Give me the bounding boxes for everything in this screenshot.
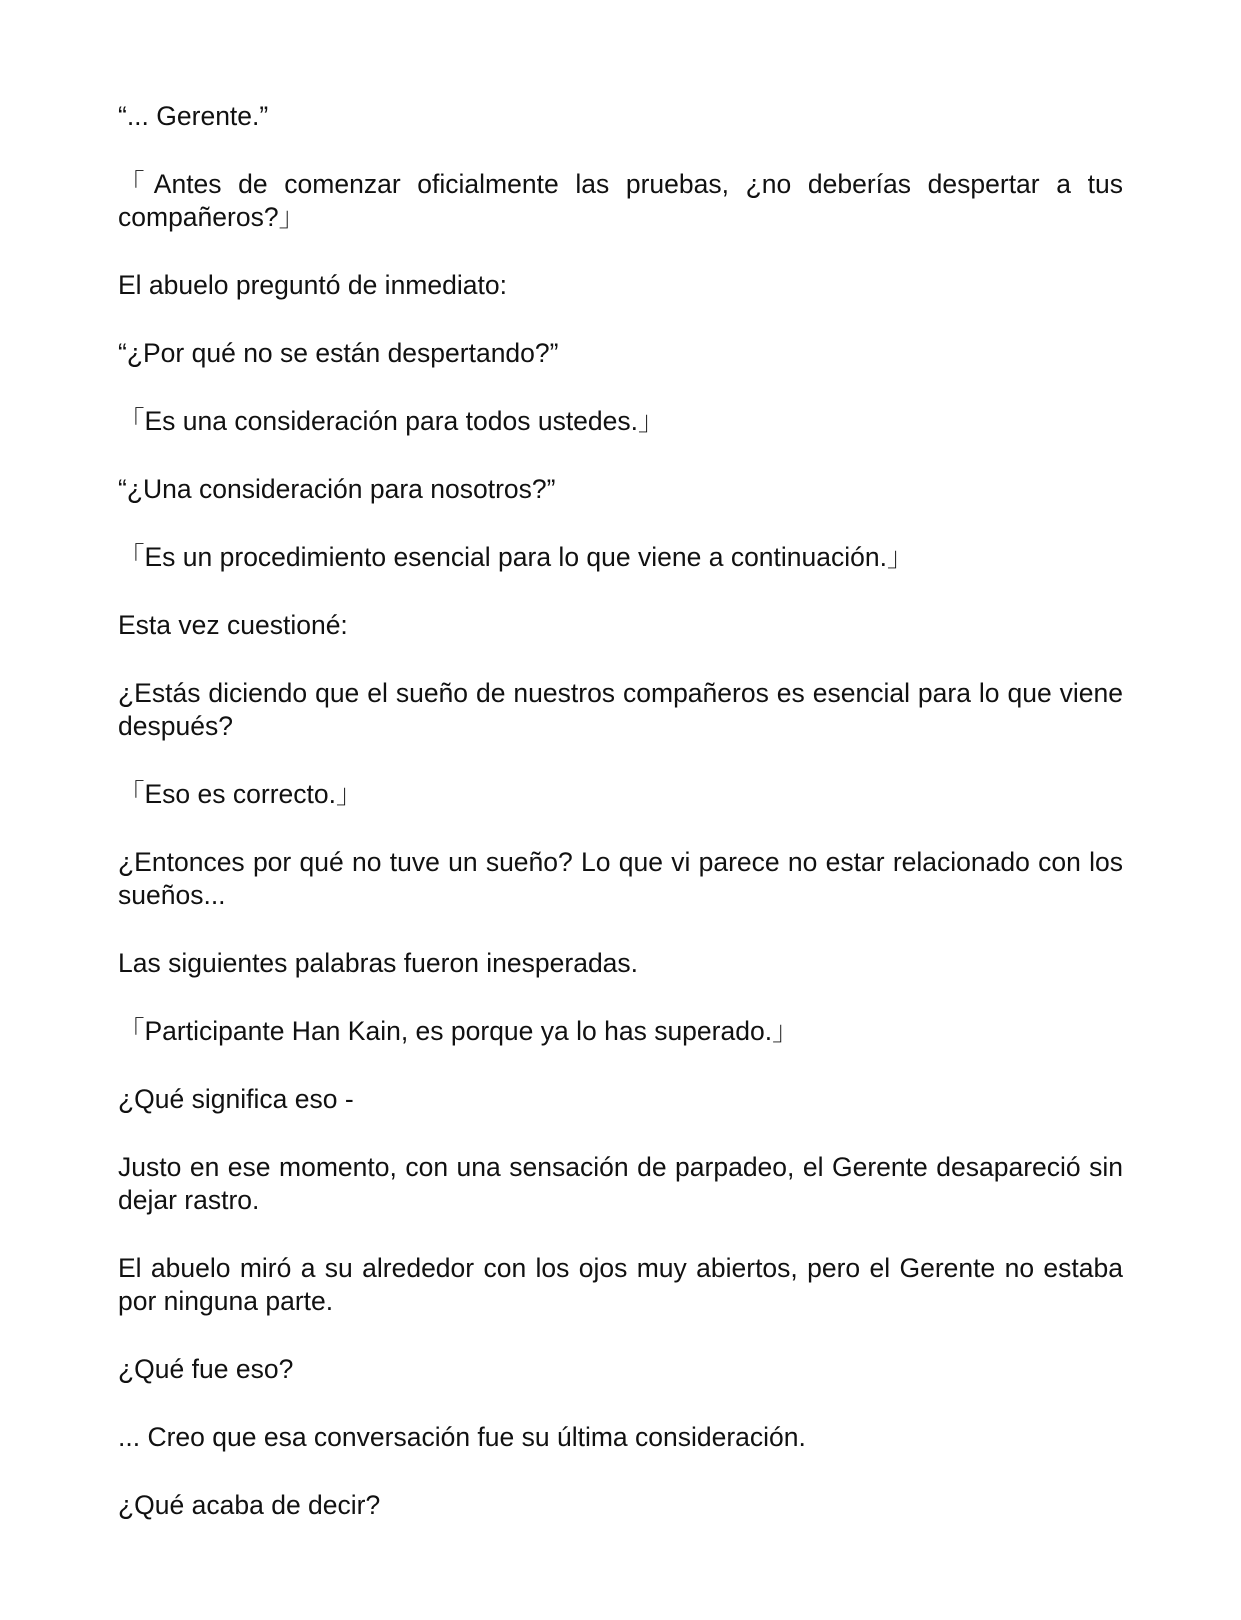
paragraph-dialogue: “¿Una consideración para nosotros?”	[118, 474, 556, 504]
paragraph-thought: ¿Qué fue eso?	[118, 1354, 294, 1384]
paragraph-system-message: 「Eso es correcto.」	[118, 779, 363, 809]
paragraph-narration: Justo en ese momento, con una sensación de parpadeo, el Gerente desapareció sin dejar rastro.	[118, 1152, 1123, 1215]
paragraph-narration: El abuelo miró a su alrededor con los ojos muy abiertos, pero el Gerente no estaba por ninguna parte.	[118, 1253, 1123, 1316]
paragraph-thought: ¿Qué acaba de decir?	[118, 1490, 381, 1520]
paragraph-narration: Las siguientes palabras fueron inesperadas.	[118, 948, 639, 978]
paragraph-system-message: 「Participante Han Kain, es porque ya lo has superado.」	[118, 1016, 799, 1046]
paragraph-system-message: 「Es un procedimiento esencial para lo que viene a continuación.」	[118, 542, 914, 572]
paragraph-narration: ... Creo que esa conversación fue su última consideración.	[118, 1422, 806, 1452]
paragraph-narration: Esta vez cuestioné:	[118, 610, 348, 640]
document-page	[118, 100, 1123, 1600]
paragraph-thought: ¿Qué significa eso -	[118, 1084, 354, 1114]
paragraph-dialogue: “¿Por qué no se están despertando?”	[118, 338, 559, 368]
paragraph-system-message: 「Antes de comenzar oficialmente las pruebas, ¿no deberías despertar a tus compañeros?」	[118, 169, 1123, 232]
paragraph-thought: ¿Estás diciendo que el sueño de nuestros compañeros es esencial para lo que viene después?	[118, 678, 1123, 741]
paragraph-dialogue: “... Gerente.”	[118, 101, 269, 131]
paragraph-system-message: 「Es una consideración para todos ustedes.」	[118, 406, 665, 436]
paragraph-thought: ¿Entonces por qué no tuve un sueño? Lo que vi parece no estar relacionado con los sueños...	[118, 847, 1123, 910]
paragraph-narration: El abuelo preguntó de inmediato:	[118, 270, 507, 300]
